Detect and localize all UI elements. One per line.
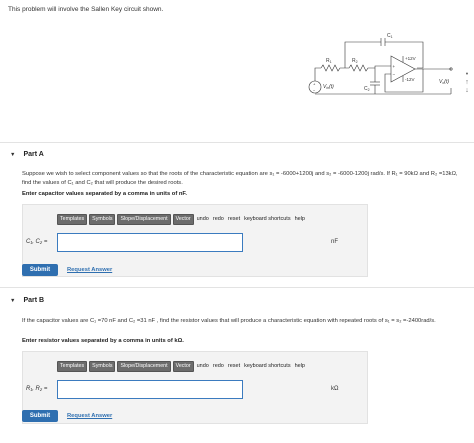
opamp-plus: + (392, 64, 396, 69)
dot-icon: • (465, 71, 469, 78)
problem-intro: This problem will involve the Sallen Key circuit shown. (8, 6, 164, 13)
part-a-title: Part A (23, 151, 44, 158)
part-b-title: Part B (23, 297, 45, 304)
c1-label: $C_1$ (387, 33, 393, 39)
part-a-math-toolbar (57, 212, 306, 226)
r2-label: $R_2$ (352, 58, 358, 64)
side-icon-group (463, 71, 471, 95)
redo-button[interactable]: redo (212, 363, 224, 369)
part-b-request-answer-link[interactable]: Request Answer (67, 413, 113, 419)
keyboard-shortcuts-button[interactable]: keyboard shortcuts (244, 363, 291, 369)
arrow-up-icon[interactable]: ↑ (465, 79, 469, 86)
part-b-submit-button[interactable]: Submit (22, 410, 58, 422)
vin-label: $V_{in}(t)$ (323, 84, 334, 90)
part-a-request-answer-link[interactable]: Request Answer (67, 267, 113, 273)
part-b-variable-label: R₁, R₂ = (26, 386, 48, 392)
source-minus: − (313, 87, 316, 93)
vo-label: $V_o(t)$ (439, 79, 450, 85)
undo-button[interactable]: undo (196, 363, 209, 369)
collapse-caret-icon[interactable]: ▼ (10, 151, 16, 158)
redo-button[interactable]: redo (212, 216, 224, 222)
vector-button[interactable]: Vector (173, 361, 194, 372)
symbols-button[interactable]: Symbols (89, 361, 115, 372)
part-b-unit: kΩ (331, 386, 339, 392)
part-a-instruction: Enter capacitor values separated by a comma in units of nF. (22, 191, 187, 197)
slope-displacement-button[interactable]: Slope/Displacement (117, 361, 170, 372)
slope-displacement-button[interactable]: Slope/Displacement (117, 214, 170, 225)
part-b-instruction: Enter resistor values separated by a comma in units of kΩ. (22, 338, 184, 344)
help-button[interactable]: help (294, 363, 305, 369)
templates-button[interactable]: Templates (57, 214, 87, 225)
templates-button[interactable]: Templates (57, 361, 87, 372)
undo-button[interactable]: undo (196, 216, 209, 222)
r1-label: $R_1$ (326, 58, 332, 64)
arrow-down-icon[interactable]: ↓ (465, 87, 469, 94)
collapse-caret-icon[interactable]: ▼ (10, 297, 16, 304)
part-a-unit: nF (331, 239, 339, 245)
c2-label: $C_2$ (364, 86, 370, 92)
part-b-answer-input[interactable] (57, 380, 243, 399)
part-b-math-toolbar (57, 359, 306, 373)
separator (0, 142, 474, 143)
help-button[interactable]: help (294, 216, 305, 222)
part-a-question: Suppose we wish to select component values so that the roots of the characteristic equation are s₁ = -6000+1200j and s₂ = -6000-1200j rad/s. If R₁ = 90kΩ and R₂ =13kΩ, find the values of C₁ and C₂ that will produce the desired roots. (22, 171, 458, 186)
part-a-header[interactable] (10, 151, 44, 158)
symbols-button[interactable]: Symbols (89, 214, 115, 225)
keyboard-shortcuts-button[interactable]: keyboard shortcuts (244, 216, 291, 222)
vector-button[interactable]: Vector (173, 214, 194, 225)
part-a-answer-input[interactable] (57, 233, 243, 252)
vneg-label: -12V (405, 77, 415, 82)
source-plus: + (313, 81, 316, 87)
part-a-submit-button[interactable]: Submit (22, 264, 58, 276)
sallen-key-circuit-diagram (305, 28, 463, 98)
reset-button[interactable]: reset (227, 216, 241, 222)
part-b-header[interactable] (10, 297, 44, 304)
reset-button[interactable]: reset (227, 363, 241, 369)
opamp-minus: − (392, 72, 396, 77)
part-a-variable-label: C₁, C₂ = (26, 239, 48, 245)
separator (0, 287, 474, 288)
vpos-label: +12V (405, 56, 416, 61)
part-b-question: If the capacitor values are C₁ =70 nF and C₂ =31 nF , find the resistor values that will produce a characteristic equation with repeated roots of s₁ = s₂ =-2400rad/s. (22, 318, 436, 324)
